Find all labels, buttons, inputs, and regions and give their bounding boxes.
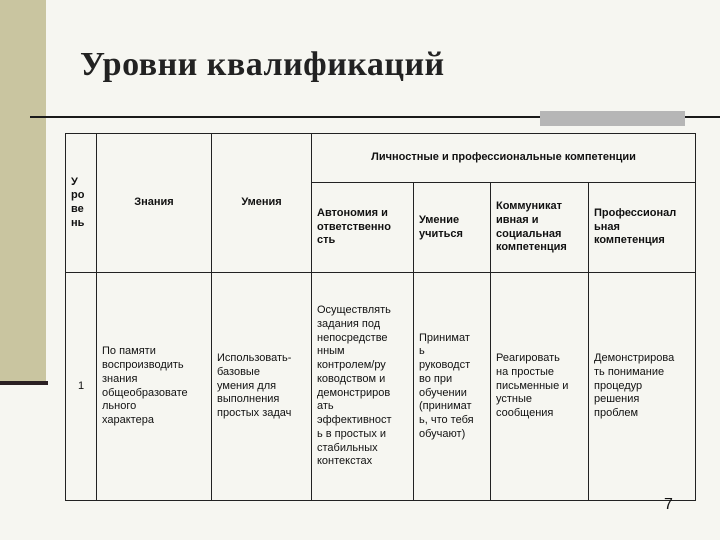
- row1-learning-ability: Принимат ь руководст во при обучении (принимат ь, что тебя обучают): [414, 273, 491, 501]
- header-learning-ability: Умение учиться: [414, 183, 491, 273]
- header-skills: Умения: [212, 134, 312, 273]
- header-level: У ро ве нь: [66, 134, 97, 273]
- header-professional: Профессионал ьная компетенция: [589, 183, 696, 273]
- header-competences-group: Личностные и профессиональные компетенции: [312, 134, 696, 183]
- row1-skills: Использовать- базовые умения для выполнения простых задач: [212, 273, 312, 501]
- qualification-levels-table: [65, 133, 696, 501]
- row1-knowledge: По памяти воспроизводить знания общеобразовате льного характера: [97, 273, 212, 501]
- header-communicative: Коммуникат ивная и социальная компетенция: [491, 183, 589, 273]
- slide-title: Уровни квалификаций: [80, 46, 445, 83]
- row1-level: 1: [66, 273, 97, 501]
- header-autonomy: Автономия и ответственно сть: [312, 183, 414, 273]
- header-knowledge: Знания: [97, 134, 212, 273]
- row1-professional: Демонстрирова ть понимание процедур решения проблем: [589, 273, 696, 501]
- row1-communicative: Реагировать на простые письменные и устные сообщения: [491, 273, 589, 501]
- title-rule-accent: [540, 111, 685, 126]
- side-decor-line: [0, 381, 48, 385]
- page-number: 7: [664, 496, 673, 513]
- side-decor-band: [0, 0, 46, 382]
- row1-autonomy: Осуществлять задания под непосредстве нным контролем/ру ководством и демонстриров ать эффективност ь в простых и стабильных контекстах: [312, 273, 414, 501]
